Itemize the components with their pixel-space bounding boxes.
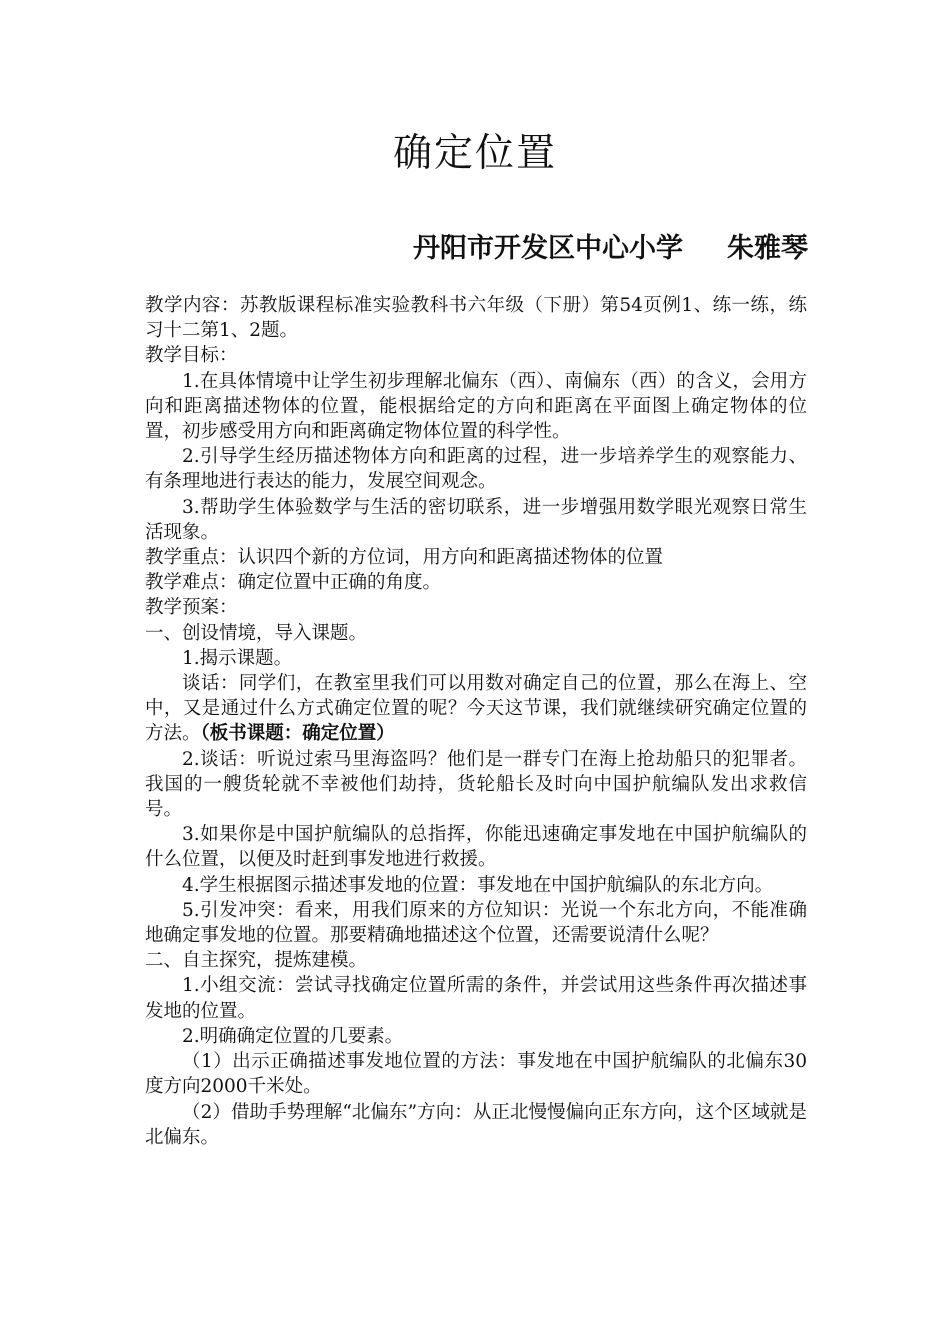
paragraph-step-1: 1.揭示课题。 [182,647,293,669]
paragraph-group-talk: 1.小组交流：尝试寻找确定位置所需的条件，并尝试用这些条件再次描述事发地的位置。 [145,975,807,1022]
paragraph-step-4: 4.学生根据图示描述事发地的位置：事发地在中国护航编队的东北方向。 [182,874,774,896]
author-line [413,226,808,265]
paragraph-sub-1: （1）出示正确描述事发地位置的方法：事发地在中国护航编队的北偏东30度方向2000千米处。 [145,1051,807,1098]
paragraph-content: 教学内容：苏教版课程标准实验教科书六年级（下册）第54页例1、练一练，练习十二第1、2题。 [145,295,807,342]
author-name: 朱雅琴 [727,233,808,264]
paragraph-plan-heading: 教学预案： [145,597,238,619]
paragraph-sub-2: （2）借助手势理解“北偏东”方向：从正北慢慢偏向正东方向，这个区域就是北偏东。 [145,1101,807,1148]
section-heading-1: 一、创设情境，导入课题。 [145,622,368,644]
paragraph-talk [145,671,807,747]
paragraph-goal-1: 1.在具体情境中让学生初步理解北偏东（西）、南偏东（西）的含义，会用方向和距离描述物体的位置，能根据给定的方向和距离在平面图上确定物体的位置，初步感受用方向和距离确定物体位置的科学性。 [145,370,807,443]
talk-text: 谈话：同学们，在教室里我们可以用数对确定自己的位置，那么在海上、空中，又是通过什么方式确定位置的呢？今天这节课，我们就继续研究确定位置的方法。 [145,673,807,745]
paragraph-goal-2: 2.引导学生经历描述物体方向和距离的过程，进一步培养学生的观察能力、有条理地进行表达的能力，发展空间观念。 [145,446,807,493]
author-school: 丹阳市开发区中心小学 [413,233,683,264]
board-title-note: （板书课题：确定位置） [200,723,395,745]
paragraph-elements: 2.明确确定位置的几要素。 [182,1025,404,1047]
section-heading-2: 二、自主探究，提炼建模。 [145,950,368,972]
paragraph-goal-3: 3.帮助学生体验数学与生活的密切联系，进一步增强用数学眼光观察日常生活现象。 [145,496,807,543]
paragraph-step-2: 2.谈话：听说过索马里海盗吗？他们是一群专门在海上抢劫船只的犯罪者。我国的一艘货轮就不幸被他们劫持，货轮船长及时向中国护航编队发出求救信号。 [145,748,807,821]
paragraph-difficulty: 教学难点：确定位置中正确的角度。 [145,572,442,594]
document-title: 确定位置 [392,131,557,176]
paragraph-step-5: 5.引发冲突：看来，用我们原来的方位知识：光说一个东北方向，不能准确地确定事发地的位置。那要精确地描述这个位置，还需要说清什么呢？ [145,899,807,947]
paragraph-key-point: 教学重点：认识四个新的方位词，用方向和距离描述物体的位置 [145,547,664,569]
document-body [145,293,807,1150]
paragraph-goals-heading: 教学目标： [145,345,238,367]
paragraph-step-3: 3.如果你是中国护航编队的总指挥，你能迅速确定事发地在中国护航编队的什么位置，以便及时赶到事发地进行救援。 [145,824,807,871]
